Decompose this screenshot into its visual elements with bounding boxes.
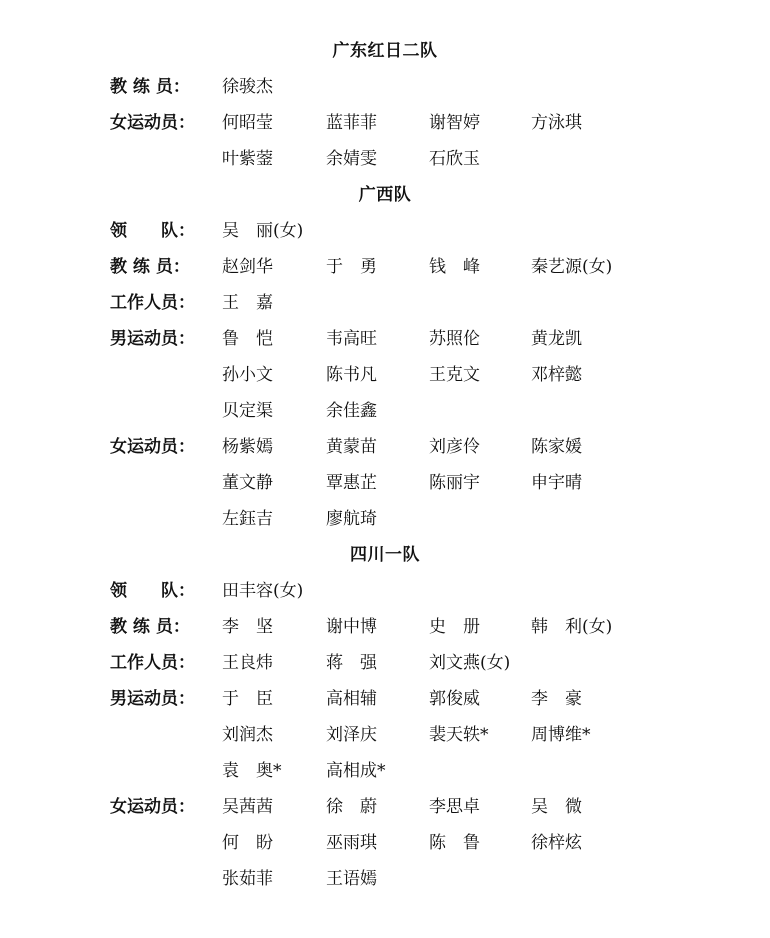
person-name: 王良炜 (222, 653, 273, 673)
person-name: 刘泽庆 (326, 725, 377, 745)
person-name: 何 盼 (222, 833, 273, 853)
person-name: 吴茜茜 (222, 797, 273, 817)
person-name: 叶紫蓥 (222, 149, 273, 169)
person-name: 刘文燕(女) (429, 653, 511, 673)
person-name: 吴 丽(女) (222, 221, 304, 241)
person-name: 徐 蔚 (326, 797, 377, 817)
role-label: 工作人员： (110, 293, 195, 313)
person-name: 田丰容(女) (222, 581, 304, 601)
role-label: 教 练 员： (110, 617, 190, 637)
person-name: 廖航琦 (326, 509, 377, 529)
person-name: 黄蒙苗 (326, 437, 377, 457)
person-name: 蓝菲菲 (326, 113, 377, 133)
person-name: 董文静 (222, 473, 273, 493)
role-label: 男运动员： (110, 689, 195, 709)
person-name: 方泳琪 (531, 113, 582, 133)
person-name: 王 嘉 (222, 293, 273, 313)
person-name: 谢智婷 (429, 113, 480, 133)
person-name: 陈书凡 (326, 365, 377, 385)
person-name: 高相辅 (326, 689, 377, 709)
role-label: 领 队： (110, 221, 195, 241)
person-name: 申宇晴 (531, 473, 582, 493)
person-name: 巫雨琪 (326, 833, 377, 853)
person-name: 陈丽宇 (429, 473, 480, 493)
role-label: 领 队： (110, 581, 195, 601)
person-name: 陈家媛 (531, 437, 582, 457)
person-name: 王语嫣 (326, 869, 377, 889)
person-name: 石欣玉 (429, 149, 480, 169)
person-name: 谢中博 (326, 617, 377, 637)
role-label: 女运动员： (110, 437, 195, 457)
person-name: 高相成* (326, 761, 386, 781)
person-name: 徐骏杰 (222, 77, 273, 97)
person-name: 韦高旺 (326, 329, 377, 349)
person-name: 秦艺源(女) (531, 257, 613, 277)
person-name: 李 豪 (531, 689, 582, 709)
person-name: 张茹菲 (222, 869, 273, 889)
role-label: 教 练 员： (110, 77, 190, 97)
person-name: 吴 微 (531, 797, 582, 817)
person-name: 贝定渠 (222, 401, 273, 421)
team-title: 广东红日二队 (332, 41, 438, 61)
person-name: 周博维* (531, 725, 591, 745)
person-name: 赵剑华 (222, 257, 273, 277)
person-name: 李 坚 (222, 617, 273, 637)
role-label: 教 练 员： (110, 257, 190, 277)
person-name: 杨紫嫣 (222, 437, 273, 457)
person-name: 黄龙凯 (531, 329, 582, 349)
person-name: 鲁 恺 (222, 329, 273, 349)
person-name: 郭俊威 (429, 689, 480, 709)
person-name: 史 册 (429, 617, 480, 637)
role-label: 工作人员： (110, 653, 195, 673)
person-name: 覃惠芷 (326, 473, 377, 493)
person-name: 余婧雯 (326, 149, 377, 169)
person-name: 裴天轶* (429, 725, 489, 745)
person-name: 陈 鲁 (429, 833, 480, 853)
person-name: 刘润杰 (222, 725, 273, 745)
role-label: 女运动员： (110, 113, 195, 133)
person-name: 苏照伦 (429, 329, 480, 349)
person-name: 徐梓炫 (531, 833, 582, 853)
person-name: 蒋 强 (326, 653, 377, 673)
person-name: 于 臣 (222, 689, 273, 709)
person-name: 邓梓懿 (531, 365, 582, 385)
person-name: 于 勇 (326, 257, 377, 277)
person-name: 袁 奥* (222, 761, 282, 781)
role-label: 男运动员： (110, 329, 195, 349)
person-name: 刘彦伶 (429, 437, 480, 457)
person-name: 钱 峰 (429, 257, 480, 277)
person-name: 余佳鑫 (326, 401, 377, 421)
person-name: 左鈺吉 (222, 509, 273, 529)
person-name: 李思卓 (429, 797, 480, 817)
role-label: 女运动员： (110, 797, 195, 817)
person-name: 王克文 (429, 365, 480, 385)
person-name: 韩 利(女) (531, 617, 613, 637)
team-title: 四川一队 (350, 545, 420, 565)
person-name: 何昭莹 (222, 113, 273, 133)
team-title: 广西队 (358, 185, 412, 205)
person-name: 孙小文 (222, 365, 273, 385)
